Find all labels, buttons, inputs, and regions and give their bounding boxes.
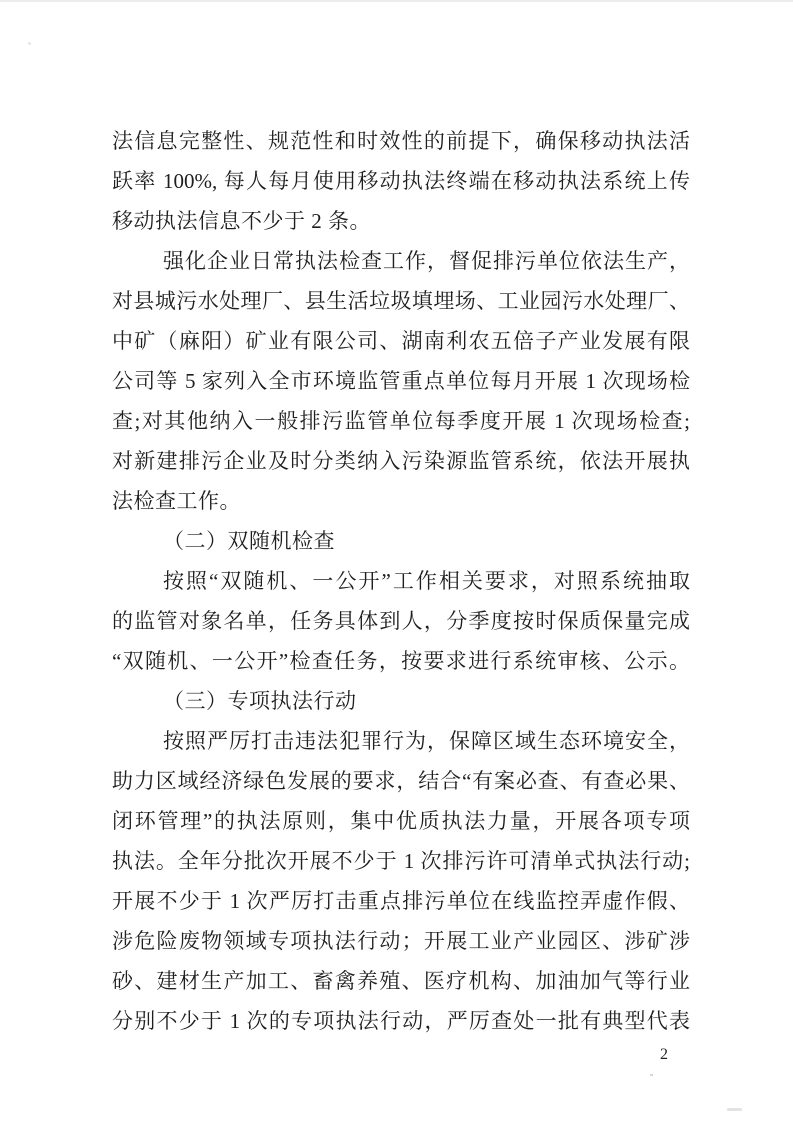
page-number: 2 xyxy=(660,1046,668,1063)
text-line: 开展不少于 1 次严厉打击重点排污单位在线监控弄虚作假、 xyxy=(112,889,690,913)
text-line: 法检查工作。 xyxy=(112,489,241,513)
text-line: 跃率 100%, 每人每月使用移动执法终端在移动执法系统上传 xyxy=(112,169,690,193)
text-line: 的监管对象名单，任务具体到人，分季度按时保质保量完成 xyxy=(112,609,690,633)
text-line: 强化企业日常执法检查工作，督促排污单位依法生产， xyxy=(163,249,690,273)
text-line: 公司等 5 家列入全市环境监管重点单位每月开展 1 次现场检 xyxy=(112,369,690,393)
text-line: 按照“双随机、一公开”工作相关要求，对照系统抽取 xyxy=(163,569,690,593)
text-line: 移动执法信息不少于 2 条。 xyxy=(112,209,371,233)
scan-edge-artifact xyxy=(0,0,793,2)
scan-mark xyxy=(727,1108,742,1111)
document-body xyxy=(112,121,690,1041)
text-line: 涉危险废物领域专项执法行动；开展工业产业园区、涉矿涉 xyxy=(112,929,690,953)
text-line: 分别不少于 1 次的专项执法行动，严厉查处一批有典型代表 xyxy=(112,1009,690,1033)
text-line: 对新建排污企业及时分类纳入污染源监管系统，依法开展执 xyxy=(112,449,690,473)
text-line: 执法。全年分批次开展不少于 1 次排污许可清单式执法行动; xyxy=(112,849,690,873)
text-line: 砂、建材生产加工、畜禽养殖、医疗机构、加油加气等行业 xyxy=(112,969,690,993)
text-line: 闭环管理”的执法原则，集中优质执法力量，开展各项专项 xyxy=(112,809,690,833)
scan-speck xyxy=(650,1074,653,1076)
text-line: 按照严厉打击违法犯罪行为，保障区域生态环境安全， xyxy=(163,729,690,753)
scan-speck xyxy=(28,42,31,45)
text-line: 查;对其他纳入一般排污监管单位每季度开展 1 次现场检查; xyxy=(112,409,690,433)
text-line: 法信息完整性、规范性和时效性的前提下，确保移动执法活 xyxy=(112,129,690,153)
text-line: 中矿（麻阳）矿业有限公司、湖南利农五倍子产业发展有限 xyxy=(112,329,690,353)
text-line: 对县城污水处理厂、县生活垃圾填埋场、工业园污水处理厂、 xyxy=(112,289,690,313)
text-line: “双随机、一公开”检查任务，按要求进行系统审核、公示。 xyxy=(112,649,690,673)
text-line: （二）双随机检查 xyxy=(163,529,335,553)
text-line: 助力区域经济绿色发展的要求，结合“有案必查、有查必果、 xyxy=(112,769,690,793)
text-line: （三）专项执法行动 xyxy=(163,689,357,713)
